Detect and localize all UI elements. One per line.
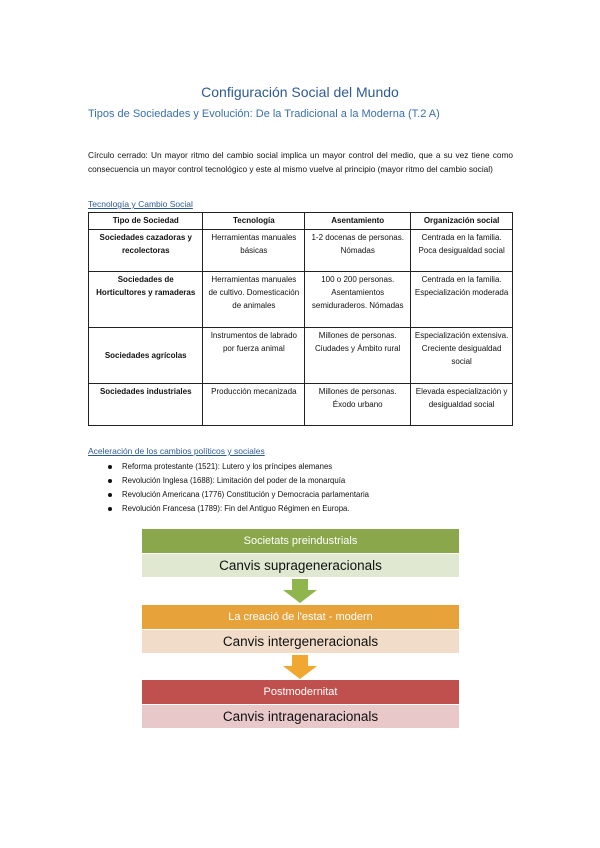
organization-cell: Centrada en la familia. Poca desigualdad social [411,230,513,272]
page-subtitle: Tipos de Sociedades y Evolución: De la Tradicional a la Moderna (T.2 A) [88,108,440,120]
table-row [89,328,513,384]
intro-paragraph: Círculo cerrado: Un mayor ritmo del cambio social implica un mayor control del medio, que a su vez tiene como consecuencia un mayor control tecnológico y este al mismo vuelve al principio (mayor ritmo del cambio social) [88,150,513,174]
list-item-text: Revolución Inglesa (1688): Limitación del poder de la monarquía [122,476,346,485]
stage-body-modern-state: Canvis intergeneracionals [142,630,459,653]
table-row [89,384,513,426]
tech-section-heading: Tecnología y Cambio Social [88,199,193,209]
header-cell: Tecnología [203,213,305,230]
acceleration-section-heading: Aceleración de los cambios políticos y sociales [88,446,265,456]
technology-cell: Producción mecanizada [203,384,305,426]
society-type-cell: Sociedades de Horticultores y ramaderas [89,272,203,328]
header-cell: Organización social [411,213,513,230]
settlement-cell: Millones de personas. Ciudades y Ámbito rural [305,328,411,384]
table-header-row [89,213,513,230]
organization-cell: Especialización extensiva. Creciente desigualdad social [411,328,513,384]
header-cell: Asentamiento [305,213,411,230]
events-list [108,460,369,516]
society-type-cell: Sociedades industriales [89,384,203,426]
down-arrow-icon [283,579,317,603]
technology-cell: Herramientas manuales de cultivo. Domesticación de animales [203,272,305,328]
header-cell: Tipo de Sociedad [89,213,203,230]
list-item [108,474,369,488]
list-item [108,502,369,516]
stage-header-modern-state: La creació de l'estat - modern [142,605,459,629]
bullet-icon [108,465,112,469]
bullet-icon [108,507,112,511]
settlement-cell: 1-2 docenas de personas. Nómadas [305,230,411,272]
table-row [89,230,513,272]
list-item-text: Revolución Americana (1776) Constitución y Democracia parlamentaria [122,490,370,499]
stage-body-postmodern: Canvis intragenaracionals [142,705,459,728]
settlement-cell: Millones de personas. Éxodo urbano [305,384,411,426]
list-item [108,488,369,502]
technology-cell: Herramientas manuales básicas [203,230,305,272]
list-item-text: Reforma protestante (1521): Lutero y los príncipes alemanes [122,462,333,471]
organization-cell: Elevada especialización y desigualdad social [411,384,513,426]
stage-body-preindustrial: Canvis suprageneracionals [142,554,459,577]
society-type-cell: Sociedades cazadoras y recolectoras [89,230,203,272]
down-arrow-icon [283,655,317,679]
table-row [89,272,513,328]
society-table [88,212,513,426]
page-title: Configuración Social del Mundo [201,84,399,100]
settlement-cell: 100 o 200 personas. Asentamientos semiduraderos. Nómadas [305,272,411,328]
society-type-cell: Sociedades agrícolas [89,328,203,384]
organization-cell: Centrada en la familia. Especialización moderada [411,272,513,328]
list-item [108,460,369,474]
list-item-text: Revolución Francesa (1789): Fin del Antiguo Régimen en Europa. [122,504,350,513]
technology-cell: Instrumentos de labrado por fuerza animal [203,328,305,384]
stage-header-postmodern: Postmodernitat [142,680,459,704]
bullet-icon [108,479,112,483]
bullet-icon [108,493,112,497]
stage-header-preindustrial: Societats preindustrials [142,529,459,553]
